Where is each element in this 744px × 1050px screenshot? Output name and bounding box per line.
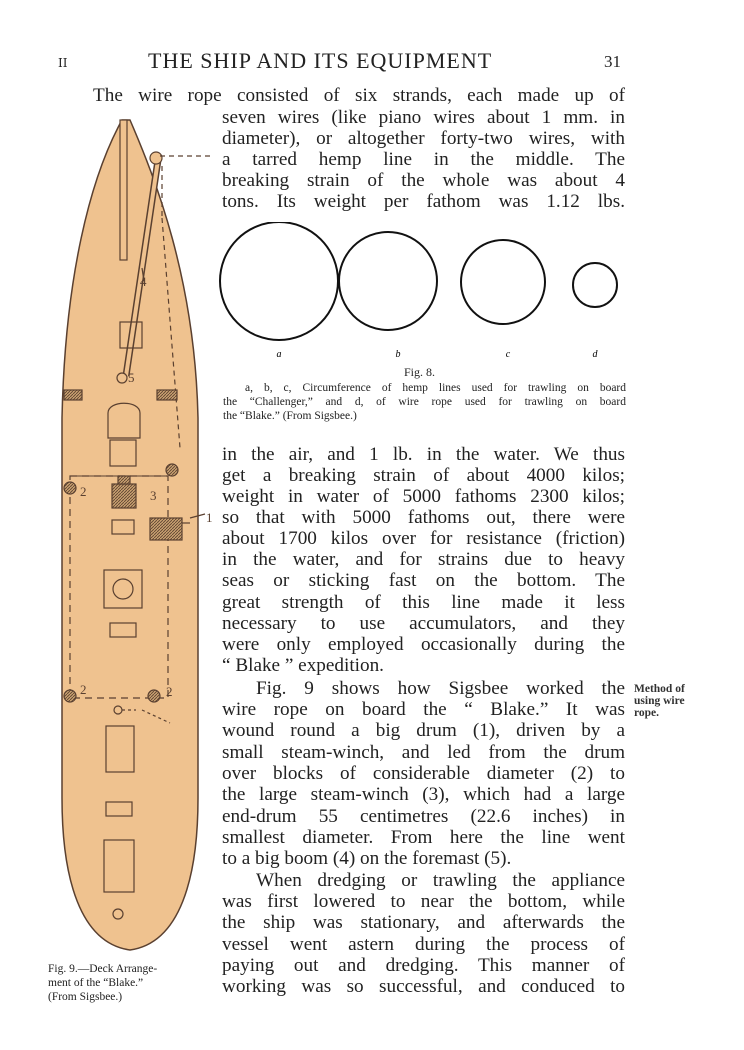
body-text-line: over blocks of considerable diameter (2) to bbox=[222, 763, 625, 784]
body-text-line: to a big boom (4) on the foremast (5). bbox=[222, 848, 512, 869]
body-text-line: seven wires (like piano wires about 1 mm. in bbox=[222, 107, 625, 128]
block-upper-right bbox=[166, 464, 178, 476]
body-text-line: vessel went astern during the process of bbox=[222, 934, 625, 955]
body-text-line: the ship was stationary, and afterwards the bbox=[222, 912, 625, 933]
body-text-line: breaking strain of the whole was about 4 bbox=[222, 170, 625, 191]
margin-note bbox=[634, 683, 685, 719]
mizzen-mast bbox=[114, 706, 122, 714]
label-d: d bbox=[592, 349, 598, 360]
circle-d bbox=[573, 263, 617, 307]
label-c: c bbox=[505, 349, 511, 360]
drum-1 bbox=[150, 518, 182, 540]
body-text-line: in the water, and for strains due to heavy bbox=[222, 549, 625, 570]
body-text-line: about 1700 kilos over for resistance (friction) bbox=[222, 528, 625, 549]
figure-9-deck-plan bbox=[40, 118, 225, 958]
figure-9-caption-line: (From Sigsbee.) bbox=[48, 991, 123, 1003]
body-text-line: the large steam-winch (3), which had a large bbox=[222, 784, 625, 805]
body-text-line: smallest diameter. From here the line went bbox=[222, 827, 625, 848]
running-title: THE SHIP AND ITS EQUIPMENT bbox=[148, 48, 493, 73]
label-3: 3 bbox=[150, 488, 157, 503]
figure-8-title: Fig. 8. bbox=[404, 365, 436, 379]
body-text-line: were only employed occasionally during the bbox=[222, 634, 625, 655]
body-text-line: working was so successful, and conduced to bbox=[222, 976, 625, 997]
circle-b bbox=[339, 232, 437, 330]
body-text-line: so that with 5000 fathoms out, there were bbox=[222, 507, 625, 528]
foremast bbox=[117, 373, 127, 383]
bowsprit bbox=[120, 120, 127, 260]
figure-8-caption-line: the “Challenger,” and d, of wire rope used for trawling on board bbox=[223, 396, 626, 408]
margin-note-line: rope. bbox=[634, 707, 660, 719]
label-2-lower-left: 2 bbox=[80, 682, 87, 697]
body-text-line: tons. Its weight per fathom was 1.12 lbs. bbox=[222, 191, 625, 212]
body-text-line: “ Blake ” expedition. bbox=[222, 655, 384, 676]
body-text-line: The wire rope consisted of six strands, each made up of bbox=[93, 85, 625, 106]
label-2-lower-right: 2 bbox=[166, 684, 173, 699]
body-text-line: small steam-winch, and led from the drum bbox=[222, 742, 625, 763]
steam-winch-3 bbox=[112, 484, 136, 508]
label-4: 4 bbox=[140, 274, 147, 289]
margin-note-line: using wire bbox=[634, 695, 685, 707]
body-text-line: weight in water of 5000 fathoms 2300 kilos; bbox=[222, 486, 625, 507]
label-b: b bbox=[395, 349, 401, 360]
margin-note-line: Method of bbox=[634, 683, 685, 695]
body-text-line: end-drum 55 centimetres (22.6 inches) in bbox=[222, 806, 625, 827]
figure-8-caption-line: a, b, c, Circumference of hemp lines used for trawling on board bbox=[245, 382, 626, 394]
label-1: 1 bbox=[206, 510, 213, 525]
body-text-line: When dredging or trawling the appliance bbox=[256, 870, 625, 891]
body-text-line: Fig. 9 shows how Sigsbee worked the bbox=[256, 678, 625, 699]
body-text-line: a tarred hemp line in the middle. The bbox=[222, 149, 625, 170]
rail-stbd bbox=[157, 390, 177, 400]
label-a: a bbox=[276, 349, 282, 360]
body-text-line: diameter), or altogether forty-two wires, with bbox=[222, 128, 625, 149]
block-2-lower-left bbox=[64, 690, 76, 702]
label-5: 5 bbox=[128, 370, 135, 385]
block-2-upper-left bbox=[64, 482, 76, 494]
body-text-line: wire rope on board the “ Blake.” It was bbox=[222, 699, 625, 720]
body-text-line: was first lowered to near the bottom, while bbox=[222, 891, 625, 912]
rail-port bbox=[64, 390, 82, 400]
chapter-number: II bbox=[58, 56, 68, 70]
body-text-line: wound round a big drum (1), driven by a bbox=[222, 720, 625, 741]
figure-8-caption-line: the “Blake.” (From Sigsbee.) bbox=[223, 410, 357, 422]
block-2-lower-right bbox=[148, 690, 160, 702]
body-text-line: in the air, and 1 lb. in the water. We thus bbox=[222, 444, 625, 465]
figure-9-caption-line: ment of the “Blake.” bbox=[48, 977, 144, 989]
circle-c bbox=[461, 240, 545, 324]
body-text-line: seas or sticking fast on the bottom. The bbox=[222, 570, 625, 591]
label-2-upper: 2 bbox=[80, 484, 87, 499]
body-text-line: get a breaking strain of about 4000 kilos; bbox=[222, 465, 625, 486]
page-number: 31 bbox=[604, 52, 621, 71]
winch-top bbox=[118, 476, 130, 484]
body-text-line: paying out and dredging. This manner of bbox=[222, 955, 625, 976]
circle-a bbox=[220, 222, 338, 340]
body-text-line: necessary to use accumulators, and they bbox=[222, 613, 625, 634]
boom-head-pulley bbox=[150, 152, 162, 164]
figure-8-rope-circles bbox=[210, 222, 630, 367]
body-text-line: great strength of this line made it less bbox=[222, 592, 625, 613]
figure-9-caption-line: Fig. 9.—Deck Arrange- bbox=[48, 963, 158, 975]
